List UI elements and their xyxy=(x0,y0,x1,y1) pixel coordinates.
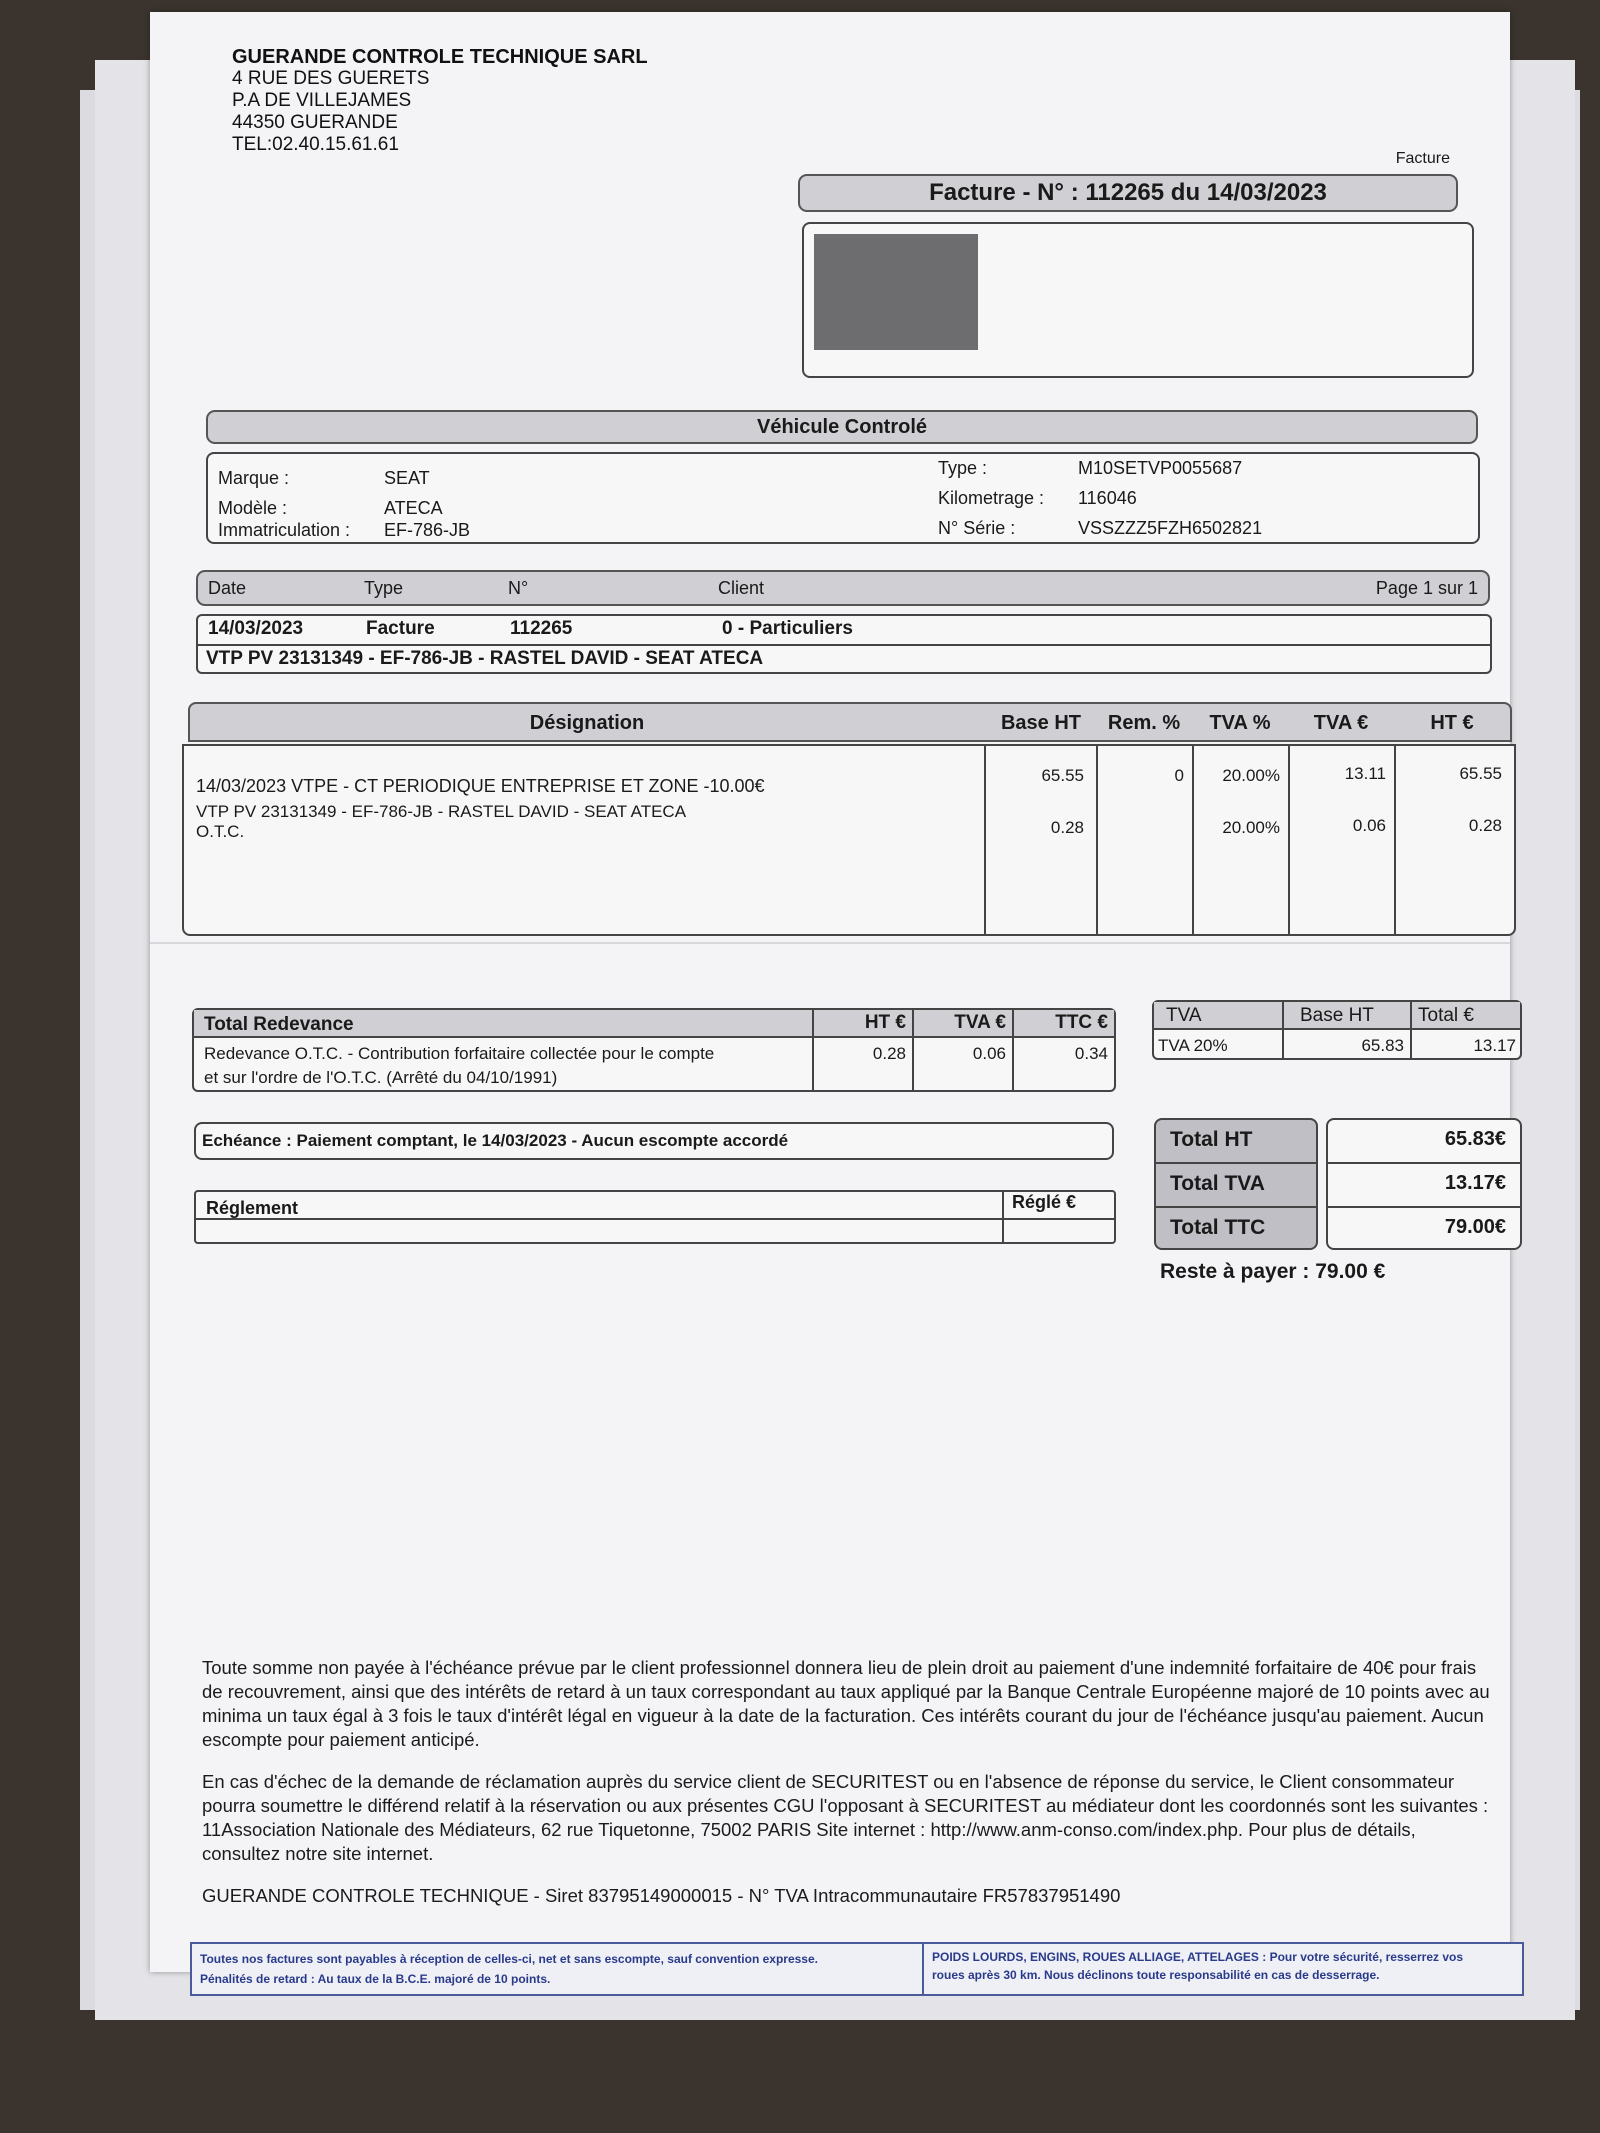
marque-label: Marque : xyxy=(218,468,290,488)
reglement-label: Réglement xyxy=(206,1198,299,1218)
company-tel: TEL:02.40.15.61.61 xyxy=(232,134,399,155)
company-address-2: P.A DE VILLEJAMES xyxy=(232,90,412,111)
tva-base-label: Base HT xyxy=(1300,1005,1374,1026)
header-reference: VTP PV 23131349 - EF-786-JB - RASTEL DAVID - SEAT ATECA xyxy=(206,648,764,669)
row2-tva: 0.06 xyxy=(1352,816,1386,835)
row2-tva-pct: 20.00% xyxy=(1222,818,1280,837)
header-num: 112265 xyxy=(510,618,573,639)
total-tva-value: 13.17€ xyxy=(1444,1172,1506,1194)
divider xyxy=(198,644,1490,646)
divider xyxy=(1156,1206,1316,1208)
designation-header xyxy=(188,702,1512,742)
legal-notice xyxy=(202,1656,1492,1926)
designation-line-3: O.T.C. xyxy=(196,822,245,841)
tva-summary-table xyxy=(1152,1000,1522,1060)
row1-tva-pct: 20.00% xyxy=(1222,766,1280,785)
redevance-ht-label: HT € xyxy=(864,1012,906,1033)
col-designation: Désignation xyxy=(529,712,645,734)
footer-penalties: Pénalités de retard : Au taux de la B.C.E. majoré de 10 points. xyxy=(200,1972,551,1986)
invoice-header-bar xyxy=(196,570,1490,606)
redacted-address xyxy=(814,234,978,350)
redevance-title: Total Redevance xyxy=(204,1014,354,1035)
type-col-label: Type xyxy=(364,578,404,598)
tva-base: 65.83 xyxy=(1361,1036,1404,1055)
tva-total-label: Total € xyxy=(1418,1005,1474,1026)
reglement-table xyxy=(194,1190,1116,1244)
designation-line-1: 14/03/2023 VTPE - CT PERIODIQUE ENTREPRISE ET ZONE -10.00€ xyxy=(196,776,765,796)
payment-terms: Echéance : Paiement comptant, le 14/03/2023 - Aucun escompte accordé xyxy=(194,1122,1114,1160)
row2-ht: 0.28 xyxy=(1468,816,1502,835)
col-ht-eur: HT € xyxy=(1430,712,1474,734)
regle-label: Réglé € xyxy=(1012,1192,1077,1212)
divider xyxy=(1328,1162,1520,1164)
redevance-tva-label: TVA € xyxy=(954,1012,1006,1033)
totals-labels xyxy=(1154,1118,1318,1250)
modele-value: ATECA xyxy=(384,498,443,518)
invoice-reference xyxy=(196,614,1492,674)
serie-label: N° Série : xyxy=(938,518,1016,538)
vehicle-section-title: Véhicule Controlé xyxy=(206,410,1478,444)
divider xyxy=(1328,1206,1520,1208)
footer-wheel-warning-1: POIDS LOURDS, ENGINS, ROUES ALLIAGE, ATTELAGES : Pour votre sécurité, resserrez vos xyxy=(932,1950,1464,1964)
tva-rate: TVA 20% xyxy=(1158,1036,1228,1055)
divider xyxy=(196,1218,1114,1220)
row1-ht: 65.55 xyxy=(1459,764,1502,783)
redevance-ttc-label: TTC € xyxy=(1055,1012,1108,1033)
redevance-tva: 0.06 xyxy=(972,1044,1006,1063)
total-tva-label: Total TVA xyxy=(1170,1172,1265,1195)
tva-label: TVA xyxy=(1166,1005,1202,1026)
row2-base: 0.28 xyxy=(1050,818,1084,837)
designation-table xyxy=(182,744,1516,936)
marque-value: SEAT xyxy=(384,468,430,488)
remaining-to-pay: Reste à payer : 79.00 € xyxy=(1160,1260,1386,1283)
invoice-title: Facture - N° : 112265 du 14/03/2023 xyxy=(798,174,1458,212)
redevance-table xyxy=(192,1008,1116,1092)
date-label: Date xyxy=(208,578,247,598)
client-label: Client xyxy=(718,578,765,598)
totals-values xyxy=(1326,1118,1522,1250)
redevance-ttc: 0.34 xyxy=(1074,1044,1108,1063)
total-ht-label: Total HT xyxy=(1170,1128,1253,1151)
footer-wheel-warning-2: roues après 30 km. Nous déclinons toute responsabilité en cas de desserrage. xyxy=(932,1968,1380,1982)
paper-fold xyxy=(150,942,1510,944)
redevance-text-2: et sur l'ordre de l'O.T.C. (Arrêté du 04/10/1991) xyxy=(204,1068,558,1087)
serie-value: VSSZZZ5FZH6502821 xyxy=(1078,518,1263,538)
divider xyxy=(1002,1192,1004,1242)
header-client: 0 - Particuliers xyxy=(722,618,853,639)
vehicle-details xyxy=(206,452,1480,544)
page-indicator: Page 1 sur 1 xyxy=(1375,578,1478,598)
row1-rem: 0 xyxy=(1174,766,1184,785)
immat-label: Immatriculation : xyxy=(218,520,351,540)
header-date: 14/03/2023 xyxy=(208,618,304,639)
total-ttc-value: 79.00€ xyxy=(1444,1216,1506,1238)
modele-label: Modèle : xyxy=(218,498,288,518)
company-address-1: 4 RUE DES GUERETS xyxy=(232,68,430,89)
row1-base: 65.55 xyxy=(1041,766,1084,785)
legal-siret: GUERANDE CONTROLE TECHNIQUE - Siret 83795149000015 - N° TVA Intracommunautaire FR57837951490 xyxy=(202,1885,1121,1906)
num-label: N° xyxy=(508,578,529,598)
legal-paragraph-late-payment: Toute somme non payée à l'échéance prévue par le client professionnel donnera lieu de plein droit au paiement d'une indemnité forfaitaire de 40€ pour frais de recouvrement, ainsi que des intérêts de retard à un taux correspondant au taux appliqué par la Banque Centrale Européenne majoré de 10 points avec au minima un taux égal à 3 fois le taux d'intérêt légal en vigueur à la date de la facturation. Ces intérêts courant du jour de l'échéance jusqu'au paiement. Aucun escompte pour paiement anticipé. xyxy=(202,1657,1490,1750)
divider xyxy=(922,1944,924,1994)
total-ttc-label: Total TTC xyxy=(1170,1216,1266,1239)
preprinted-footer xyxy=(190,1942,1524,1996)
col-tva-eur: TVA € xyxy=(1313,712,1369,734)
km-value: 116046 xyxy=(1078,488,1137,508)
row1-tva: 13.11 xyxy=(1344,764,1386,783)
company-block xyxy=(232,46,648,156)
footer-payment-terms: Toutes nos factures sont payables à réception de celles-ci, net et sans escompte, sauf convention expresse. xyxy=(200,1952,818,1966)
header-type: Facture xyxy=(366,618,435,639)
col-base-ht: Base HT xyxy=(1000,712,1082,734)
type-value: M10SETVP0055687 xyxy=(1078,458,1243,478)
immat-value: EF-786-JB xyxy=(384,520,471,540)
designation-line-2: VTP PV 23131349 - EF-786-JB - RASTEL DAVID - SEAT ATECA xyxy=(196,802,687,821)
col-remise: Rem. % xyxy=(1107,712,1181,734)
redevance-text-1: Redevance O.T.C. - Contribution forfaitaire collectée pour le compte xyxy=(204,1044,715,1063)
divider xyxy=(1156,1162,1316,1164)
invoice-page xyxy=(150,12,1516,1986)
tva-total: 13.17 xyxy=(1473,1036,1516,1055)
doc-label: Facture xyxy=(1395,150,1450,167)
company-name: GUERANDE CONTROLE TECHNIQUE SARL xyxy=(232,46,648,68)
total-ht-value: 65.83€ xyxy=(1444,1128,1506,1150)
type-label: Type : xyxy=(938,458,988,478)
col-tva-pct: TVA % xyxy=(1209,712,1271,734)
company-city: 44350 GUERANDE xyxy=(232,112,398,133)
legal-paragraph-mediation: En cas d'échec de la demande de réclamation auprès du service client de SECURITEST ou en l'absence de réponse du service, le Client consommateur pourra soumettre le différend relatif à la réservation ou aux présentes CGU l'opposant à SECURITEST au médiateur dont les coordonnés sont les suivantes : 11Association Nationale des Médiateurs, 62 rue Tiquetonne, 75002 PARIS Site internet : http://www.anm-conso.com/index.php. Pour plus de détails, consultez notre site internet. xyxy=(202,1771,1489,1864)
redevance-ht: 0.28 xyxy=(872,1044,906,1063)
km-label: Kilometrage : xyxy=(938,488,1045,508)
